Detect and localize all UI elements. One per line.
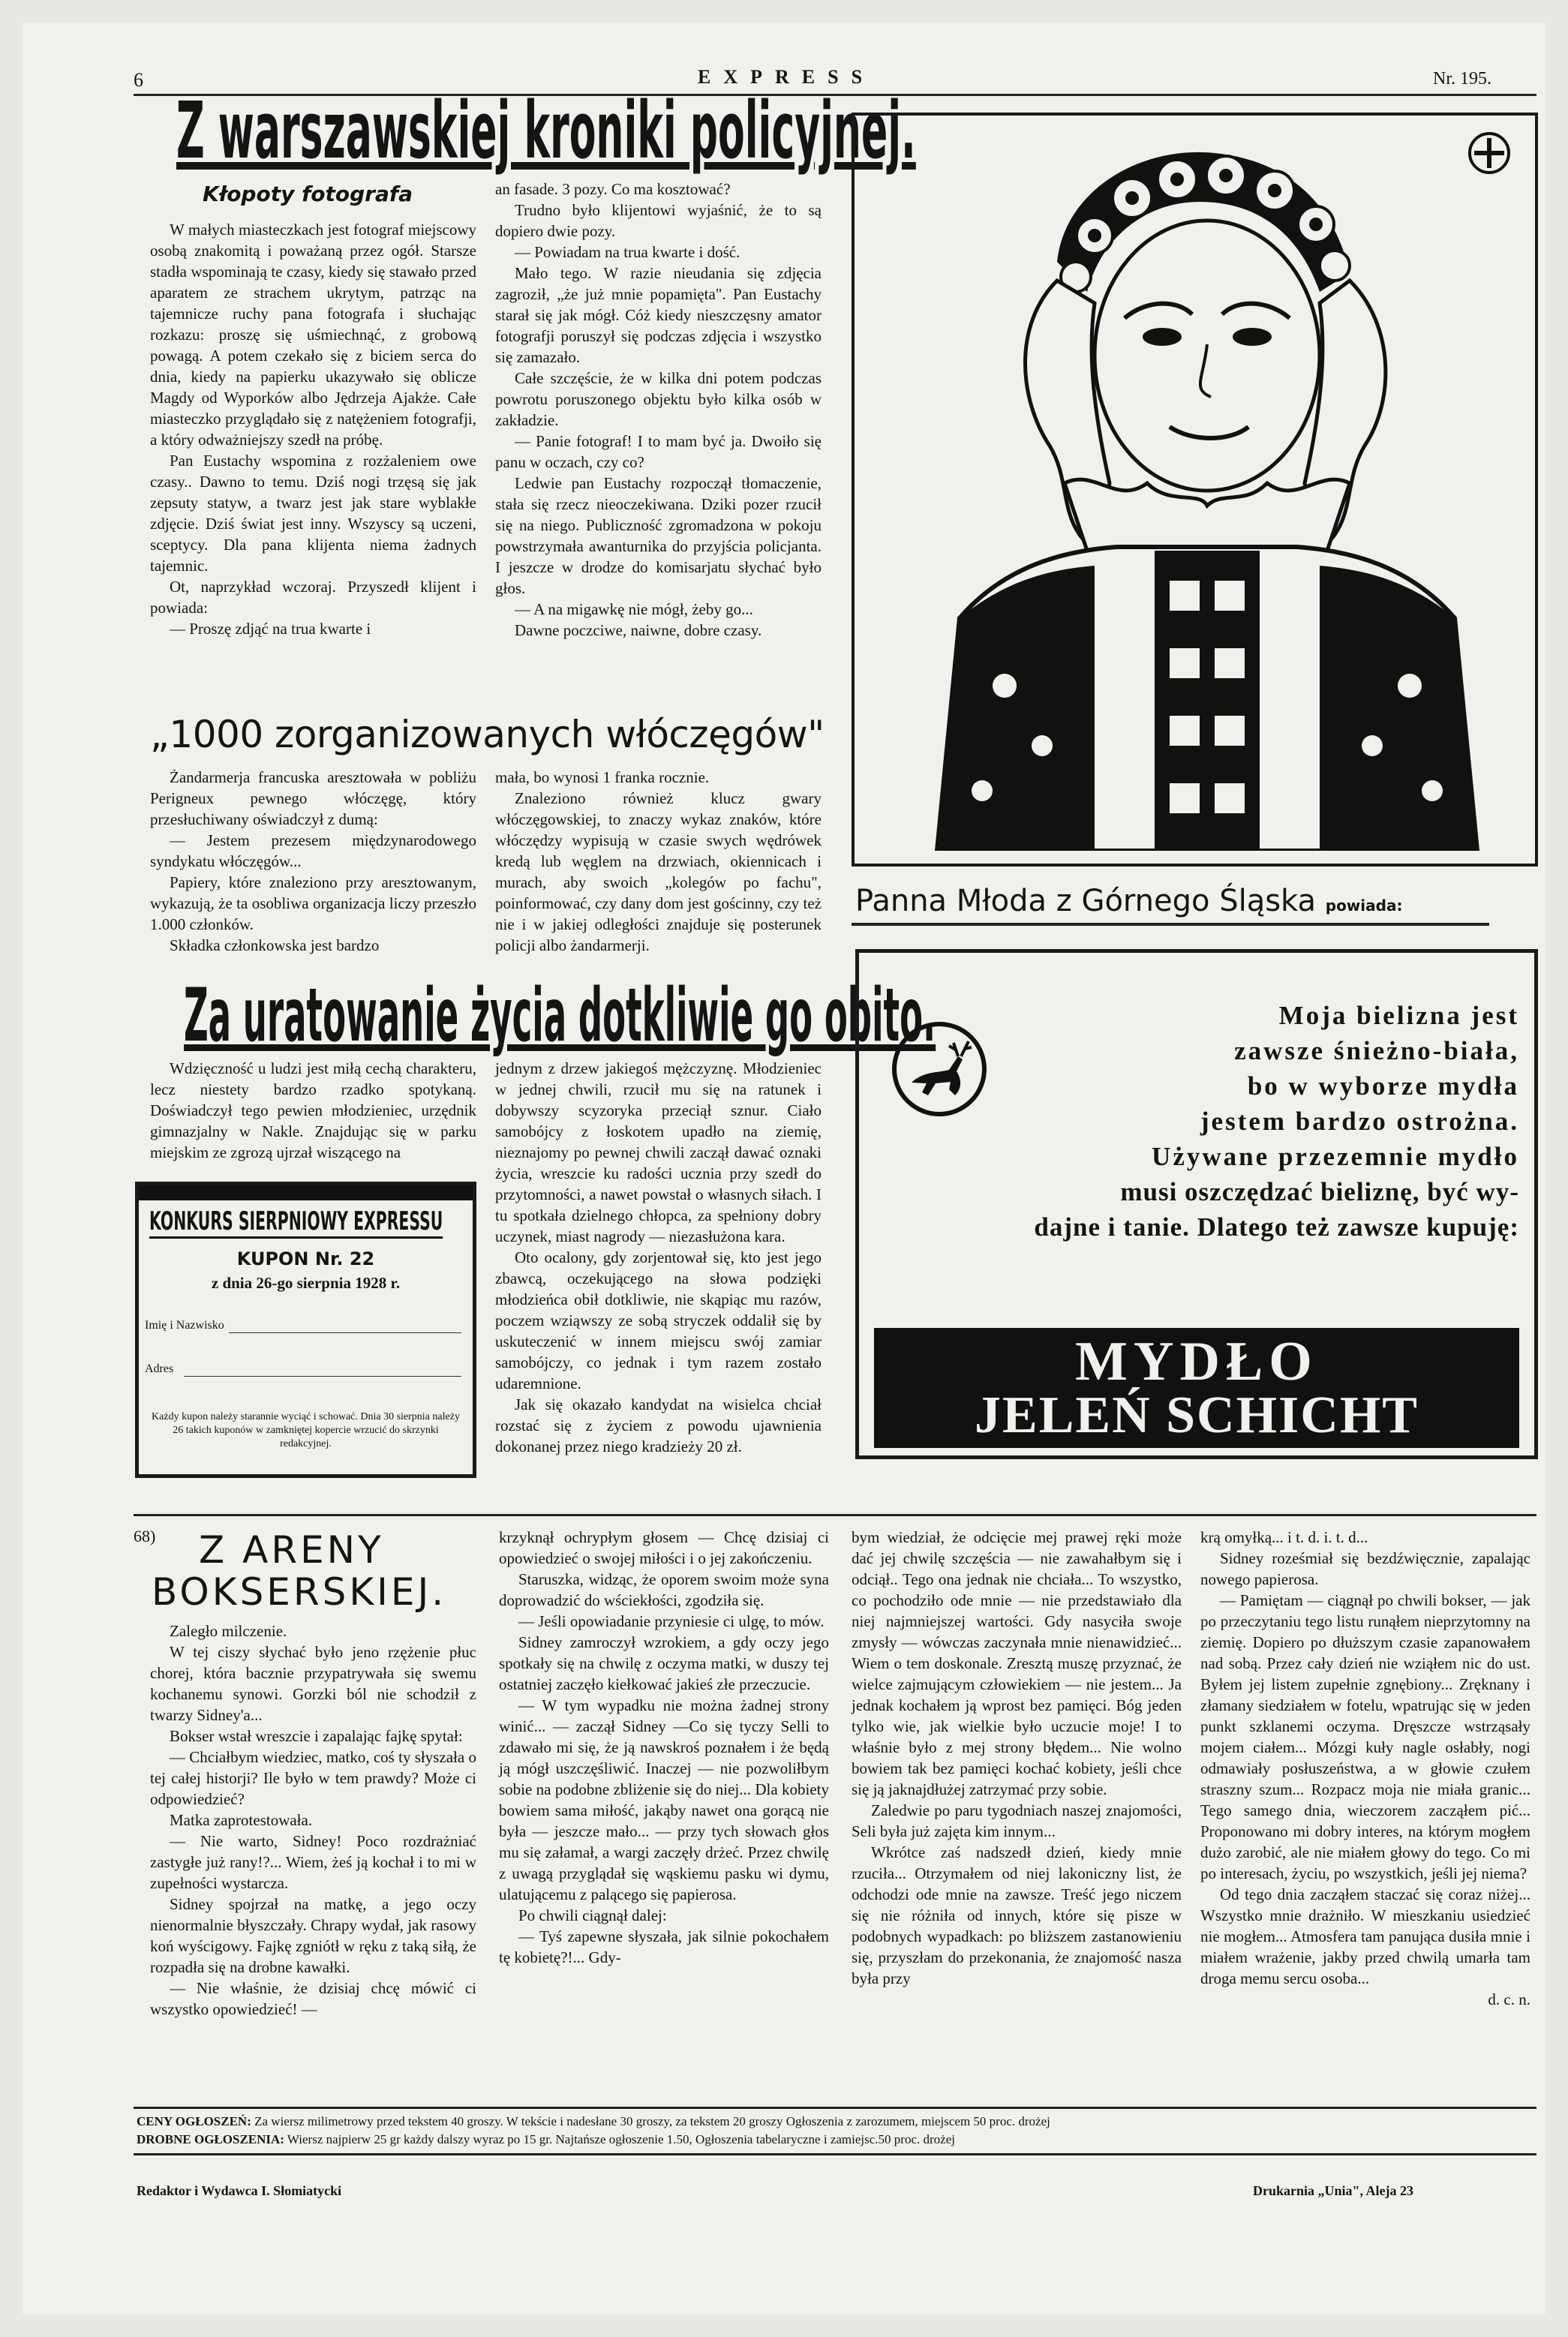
rates-rule xyxy=(134,2107,1536,2109)
paragraph: Trudno było klijentowi wyjaśnić, że to są dopiero dwie pozy. xyxy=(495,201,822,240)
coupon-name-line[interactable] xyxy=(229,1332,461,1333)
paragraph: — Pamiętam — ciągnął po chwili bokser, — jak po przeczytaniu tego listu runąłem nieprzytomny na ziemię. Dopiero po dłuższym czasie zapanowałem nad sobą. Przez cały dzień nie wziąłem nic do ust. Byłem jej listem zupełnie zgnębiony... Zręknany i złamany siedziałem w fotelu, wpatrując się w jeden punkt szklanemi oczyma. Dręszcze wstrząsały mojem ciałem... Mózgi kuły nagle osłabły, nogi odmawiały posłuszeństwa, a w głowie czułem straszny szum... Rozpacz moja nie miała granic... Tego samego dnia, wieczorem zacząłem pić... Proponowano mi dobry interes, na którym mogłem dużo zarobić, ale nie miałem głowy do tego. Co mi po interesach, życiu, po wszystkich, jeśli jej niema? xyxy=(1200,1591,1530,1882)
coupon-name-label: Imię i Nazwisko xyxy=(145,1319,224,1332)
paragraph: bym wiedział, że odcięcie mej prawej ręki może dać jej chwilę szczęścia — nie zawahałbym się i odciął.. Tego ona jednak nie chciała... To wszystko, co pochodziło ode mnie — nie przedstawiało dla niej najmniejszej wartości. Gdy nasyciła swoje zmysły — wówczas zaczynała mnie nienawidzieć... Wiem o tem doskonale. Zresztą muszę przyznać, że wielce zajmującym człowiekiem — nie jestem... Ja jednak kochałem ją wprost bez pamięci. Bóg jeden tylko wie, jak wielkie było uczucie moje! I to właśnie było z mej strony błędem... Nie wolno bowiem tak bez pamięci kochać kobiety, jeśli chce się ją jaknajdłużej zatrzymać przy sobie. xyxy=(852,1528,1182,1798)
soap-line: jestem bardzo ostrożna. xyxy=(1200,1107,1519,1136)
rates-label-1: CENY OGŁOSZEŃ: xyxy=(137,2114,251,2128)
boxing-col-2 xyxy=(499,1527,829,1968)
paragraph: Całe szczęście, że w kilka dni potem podczas powrotu poruszonego objektu było kilka osób w zakładzie. xyxy=(495,369,822,429)
paragraph: — W tym wypadku nie można żadnej strony winić... — zaczął Sidney —Co się tyczy Selli to zdawało mi się, że ją nawskroś poznałem i że będą ją mógł uszczęśliwić. Inaczej — nie pozwoliłbym sobie na podobne zbliżenie się do niej... Dla kobiety bowiem sama miłość, jakąby nawet ona gorącą nie była — jeszcze mało... — przy tych słowach głos mu się załamał, a wargi zaczęły drżeć. Przez chwilę z uwagą przyglądał się wąskiemu pasku wi dymu, ulatującemu z palącego się papierosa. xyxy=(499,1696,829,1903)
paragraph: krzyknął ochrypłym głosem — Chcę dzisiaj ci opowiedzieć o swojej miłości i o jej zakończeniu. xyxy=(499,1528,829,1567)
paragraph: — Proszę zdjąć na trua kwarte i xyxy=(170,620,371,638)
vagrants-headline: „1000 zorganizowanych włóczęgów" xyxy=(150,713,825,756)
bride-caption-rule xyxy=(852,923,1489,926)
rates-text-2: Wiersz najpierw 25 gr każdy dalszy wyraz po 15 gr. Najtańsze ogłoszenie 1.50, Ogłoszenia tabelaryczne i zamiejsc.50 proc. drożej xyxy=(287,2132,955,2146)
bride-caption-small: powiada: xyxy=(1325,897,1403,915)
paragraph: Papiery, które znaleziono przy aresztowanym, wykazują, że ta osobliwa organizacja liczy przeszło 1.000 członków. xyxy=(150,873,476,933)
paragraph: Sidney spojrzał na matkę, a jego oczy nienormalnie błyszczały. Chrapy wydał, jak rasowy koń wyścigowy. Fajkę zgniótł w ręku z taką siłą, że rozpadła się na drobne kawałki. xyxy=(150,1895,476,1976)
page-number: 6 xyxy=(134,69,143,91)
paragraph: Matka zaprotestowała. xyxy=(170,1811,313,1829)
newspaper-page xyxy=(23,23,1545,2314)
soap-line: dajne i tanie. Dlatego też zawsze kupuję: xyxy=(1034,1212,1519,1242)
coupon-date: z dnia 26-go sierpnia 1928 r. xyxy=(211,1274,401,1292)
coupon-number: KUPON Nr. 22 xyxy=(236,1248,375,1269)
rates-line-1 xyxy=(137,2113,1532,2131)
police-headline: Z warszawskiej kroniki policyjnej. xyxy=(176,85,916,176)
paragraph: krą omyłką... i t. d. i. t. d... xyxy=(1200,1528,1368,1546)
coupon-top-band xyxy=(139,1185,473,1200)
coupon-address-line[interactable] xyxy=(184,1376,461,1377)
paragraph: Sidney roześmiał się bezdźwięcznie, zapalając nowego papierosa. xyxy=(1200,1549,1530,1588)
coupon-note: Każdy kupon należy starannie wyciąć i schować. Dnia 30 sierpnia należy 26 takich kuponów w zamkniętej kopercie wrzucić do skrzynki redakcyjnej. xyxy=(152,1411,460,1449)
soap-ad-text xyxy=(994,998,1519,1245)
soap-ad-box xyxy=(855,949,1538,1459)
police-subhead: Kłopoty fotografa xyxy=(203,182,413,206)
vagrants-col-1 xyxy=(150,767,476,956)
soap-line: zawsze śnieżno-biała, xyxy=(1234,1036,1519,1065)
rescue-headline: Za uratowanie życia dotkliwie go obito. xyxy=(184,973,936,1059)
masthead: EXPRESS xyxy=(698,66,876,88)
paragraph: — Panie fotograf! I to mam być ja. Dwoiło się panu w oczach, czy co? xyxy=(495,432,822,471)
paragraph: an fasade. 3 pozy. Co ma kosztować? xyxy=(495,180,731,198)
paragraph: — Powiadam na trua kwarte i dość. xyxy=(515,243,740,261)
rates-text-1: Za wiersz milimetrowy przed tekstem 40 groszy. W tekście i nadesłane 30 groszy, za tekstem 20 groszy Ogłoszenia z zarozumem, miejscem 50 proc. drożej xyxy=(254,2114,1050,2128)
bride-illustration xyxy=(870,131,1522,851)
boxing-col-1 xyxy=(150,1621,476,2020)
paragraph: mała, bo wynosi 1 franka rocznie. xyxy=(495,768,710,786)
paragraph: Ledwie pan Eustachy rozpoczął tłomaczenie, stała się rzecz nieoczekiwana. Dziki pozer rzucił się na niego. Publiczność zgromadzona w pokoju powstrzymała awanturnika do przyjścia policjanta. I jeszcze w drodze do komisarjatu słychać było głos. xyxy=(495,474,822,597)
rates-line-2 xyxy=(137,2131,1532,2149)
footer-printer: Drukarnia „Unia", Aleja 23 xyxy=(1253,2183,1414,2198)
rates-block xyxy=(137,2113,1532,2149)
paragraph: Żandarmerja francuska aresztowała w pobliżu Perigneux pewnego włóczęgę, który przesłuchiwany oświadczył z dumą: xyxy=(150,768,476,828)
police-col-2 xyxy=(495,179,822,641)
boxing-col-3 xyxy=(852,1527,1182,1989)
rescue-col-1 xyxy=(150,1058,476,1163)
vagrants-col-2 xyxy=(495,767,822,956)
soap-line: musi oszczędzać bieliznę, być wy- xyxy=(1120,1177,1519,1206)
footer-publisher: Redaktor i Wydawca I. Słomiatycki xyxy=(137,2183,342,2198)
rescue-col-2 xyxy=(495,1058,822,1457)
paragraph: Po chwili ciągnął dalej: xyxy=(518,1906,667,1924)
paragraph: Oto ocalony, gdy zorjentował się, kto jest jego zbawcą, oczekującego na słowa podzięki młodzieńca obił dotkliwie, nie skąpiąc mu razów, poczem wziąwszy ze sobą stryczek oddalił się by uskuteczenić w innem miejscu swój zamiar samobójczy, co jednak i tym razem zostało udaremnione. xyxy=(495,1248,822,1392)
deer-logo-icon xyxy=(892,1022,987,1116)
paragraph: Zaledwie po paru tygodniach naszej znajomości, Seli była już zajęta kim innym... xyxy=(852,1801,1182,1840)
paragraph: Mało tego. W razie nieudania się zdjęcia zagroził, „że już mnie popamięta". Pan Eustachy starał się jak mógł. Cóż kiedy nieszczęsny amator fotografji poruszył się podczas zdjęcia i wszystko się zamazało. xyxy=(495,264,822,366)
coupon-address-label: Adres xyxy=(145,1362,174,1375)
serial-title-1: Z ARENY xyxy=(199,1528,384,1572)
bride-caption-text: Panna Młoda z Górnego Śląska xyxy=(855,884,1317,918)
soap-line: Moja bielizna jest xyxy=(1278,1001,1519,1030)
paragraph: Znaleziono również klucz gwary włóczęgowskiej, to znaczy wykaz znaków, które włóczędzy wypisują w czasie swych wędrówek kredą lub węglem na drzwiach, okiennicach i murach, aby swoich „kolegów po fachu", poinformować, czy dany dom jest gościnny, czy też nie i w jakiej odległości znajduje się posterunek policji albo żandarmerji. xyxy=(495,789,822,954)
issue-number: Nr. 195. xyxy=(1433,69,1491,89)
soap-line: Używane przezemnie mydło xyxy=(1152,1142,1519,1171)
serial-title-2: BOKSERSKIEJ. xyxy=(152,1570,447,1614)
paragraph: — Nie warto, Sidney! Poco rozdrażniać zastygłe już rany!?... Wiem, żeś ją kochał i to mi w zupełności wystarcza. xyxy=(150,1832,476,1892)
paragraph: Od tego dnia zacząłem staczać się coraz niżej... Wszystko mnie drażniło. W mieszkaniu usiedzieć nie mogłem... Atmosfera tam panująca dusiła mnie i miałem wrażenie, jakby przed chwilą umarła tam droga memu sercu osoba... xyxy=(1200,1885,1530,1987)
paragraph: — Tyś zapewne słyszała, jak silnie pokochałem tę kobietę?!... Gdy- xyxy=(499,1927,829,1966)
paragraph: W małych miasteczkach jest fotograf miejscowy osobą znakomitą i poważaną przez ogół. Starsze stadła wspominają te czasy, kiedy się stawało przed aparatem ze strachem ukrytym, patrząc na tajemnicze ruchy pana fotografa i słuchając rozkazu: proszę się uśmiechnąć, z grobową powagą. A potem czekało się z biciem serca do dnia, kiedy na papierku ukazywało się oblicze Magdy od Wyporków albo Jędrzeja Ajakże. Całe miasteczko przyglądało się z natężeniem fotografji, a który odważniejszy szedł na próbę. xyxy=(150,221,476,449)
paragraph: Bokser wstał wreszcie i zapalając fajkę spytał: xyxy=(170,1727,463,1745)
paragraph: — Chciałbym wiedziec, matko, coś ty słyszała o tej całej historji? Ile było w tem prawdy? Może ci odpowiedzieć? xyxy=(150,1748,476,1808)
rates-rule-bottom xyxy=(134,2153,1536,2155)
paragraph: Ot, naprzykład wczoraj. Przyszedł klijent i powiada: xyxy=(150,578,476,617)
bride-ad-box xyxy=(852,113,1538,867)
paragraph: — Nie właśnie, że dzisiaj chcę mówić ci wszystko opowiedzieć! — xyxy=(150,1979,476,2018)
paragraph: Jak się okazało kandydat na wisielca chciał rozstać się z życiem z powodu ujawnienia dokonanej przez niego kradzieży 20 zł. xyxy=(495,1395,822,1455)
paragraph: — Jestem prezesem międzynarodowego syndykatu włóczęgów... xyxy=(150,831,476,870)
coupon-box[interactable] xyxy=(135,1182,476,1478)
paragraph: Wkrótce zaś nadszedł dzień, kiedy mnie rzuciła... Otrzymałem od niej lakoniczny list, że odchodzi ode mnie na zawsze. Treść jego niczem się nie różniła od innych, które się pisze w podobnych wypadkach: po bliższem zastanowieniu się, przyszłam do przekonania, że znajomość nasza była przy xyxy=(852,1843,1182,1987)
paragraph: Sidney zamroczył wzrokiem, a gdy oczy jego spotkały się na chwilę z oczyma matki, w duszy tej ostatniej zaczęło kiełkować jakieś złe przeczucie. xyxy=(499,1633,829,1693)
paragraph: W tej ciszy słychać było jeno rzężenie płuc chorej, która bacznie przypatrywała się swemu kochanemu synowi. Gorzki ból nie schodził z twarzy Sidney'a... xyxy=(150,1643,476,1724)
police-col-1 xyxy=(150,219,476,639)
soap-brand-band xyxy=(874,1328,1519,1448)
paragraph: — Jeśli opowiadanie przyniesie ci ulgę, to mów. xyxy=(518,1612,825,1630)
paragraph: Wdzięczność u ludzi jest miłą cechą charakteru, lecz niestety bardzo rzadko spotykaną. Doświadczył tego pewien młodzieniec, urzędnik gimnazjalny w Nakle. Znajdując się w parku miejskim ze zgrozą ujrzał wiszącego na xyxy=(150,1059,476,1161)
boxing-col-4 xyxy=(1200,1527,1530,2010)
soap-brand-line-2: JELEŃ SCHICHT xyxy=(975,1386,1419,1444)
soap-brand-line-1: MYDŁO xyxy=(1075,1331,1318,1392)
rates-label-2: DROBNE OGŁOSZENIA: xyxy=(137,2132,284,2146)
paragraph: d. c. n. xyxy=(1488,1990,1530,2008)
coupon-title: KONKURS SIERPNIOWY EXPRESSU xyxy=(149,1206,443,1239)
paragraph: Zaległo milczenie. xyxy=(170,1622,287,1640)
serial-number: 68) xyxy=(134,1527,156,1545)
paragraph: Dawne poczciwe, naiwne, dobre czasy. xyxy=(515,621,762,639)
paragraph: jednym z drzew jakiegoś mężczyznę. Młodzieniec w jednej chwili, rzucił mu się na ratunek i dobywszy scyzoryka przeciął sznur. Ciało samobójcy z łoskotem upadło na ziemię, nieznajomy po pewnej chwili zaczął dawać oznaki życia, wreszcie ku radości ucznia przy szedł do przytomności, a nawet powstał o własnych siłach. I tu spotkała dzielnego chłopca, za spełniony dobry uczynek, miast nagrody — niezasłużona kara. xyxy=(495,1059,822,1245)
paragraph: Składka członkowska jest bardzo xyxy=(170,936,380,954)
paragraph: Pan Eustachy wspomina z rozżaleniem owe czasy.. Dawno to temu. Dziś nogi trzęsą się jak zepsuty statyw, a twarz jest jak stare wyblakłe zdjęcie. Dziś świat jest inny. Wszyscy są uczeni, sceptycy. Dla pana klijenta niema żadnych tajemnic. xyxy=(150,452,476,575)
paragraph: Staruszka, widząc, że oporem swoim może syna doprowadzić do wściekłości, zgodziła się. xyxy=(499,1570,829,1609)
soap-line: bo w wyborze mydła xyxy=(1247,1071,1519,1101)
bride-ad-caption xyxy=(855,884,1402,918)
paragraph: — A na migawkę nie mógł, żeby go... xyxy=(515,600,753,618)
section-rule xyxy=(134,1514,1536,1516)
